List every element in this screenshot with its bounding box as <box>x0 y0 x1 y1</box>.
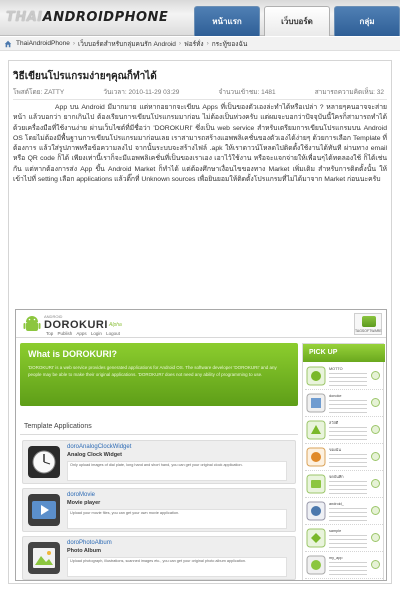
tab-home[interactable]: หน้าแรก <box>194 6 260 36</box>
logo-main: ANDROIDPHONE <box>42 10 169 25</box>
tagsoftware-label: TAGSOFTWARE <box>355 329 382 333</box>
pickup-item-label: my_app <box>329 556 343 560</box>
pickup-panel <box>302 343 384 581</box>
app-thumbnail-icon <box>306 393 326 413</box>
pickup-badge-icon <box>371 425 380 434</box>
app-thumbnail-icon <box>306 555 326 575</box>
breadcrumb-item-board[interactable]: เว็บบอร์ดสำหรับกลุ่มคนรัก Android <box>78 40 176 48</box>
pickup-item-desc <box>329 562 367 576</box>
pickup-item <box>305 526 383 552</box>
pickup-item-label: จดบันทึก <box>329 475 344 479</box>
template-app-name: doroAnalogClockWidget <box>67 444 132 450</box>
tagsoftware-logo <box>354 313 382 335</box>
main-nav <box>190 6 400 36</box>
site-logo[interactable] <box>6 10 168 25</box>
post-replies: สามารถความคิดเห็น: 32 <box>314 89 384 96</box>
breadcrumb-item-forum[interactable]: ฟอร์ทั่ง <box>184 40 204 48</box>
post-author[interactable]: โพสต์โดย: ZATTY <box>13 89 65 96</box>
pickup-item-desc <box>329 373 367 387</box>
site-header <box>0 0 400 36</box>
pickup-item <box>305 391 383 417</box>
photo-album-icon <box>27 541 61 575</box>
breadcrumb-separator: › <box>206 40 209 47</box>
pickup-item-label: ของฉัน <box>329 448 341 452</box>
dorokuri-beta-label: Alpha <box>109 322 122 328</box>
what-is-title: What is DOROKURI? <box>28 349 117 359</box>
dorokuri-header <box>16 310 387 338</box>
pickup-item-label: android_ <box>329 502 344 506</box>
pickup-item <box>305 364 383 390</box>
pickup-badge-icon <box>371 371 380 380</box>
template-app-description: Upload photograph, illustrations, scanned images etc., you can get your original photo album application. <box>67 557 287 577</box>
pickup-item-desc <box>329 481 367 495</box>
breadcrumb-separator: › <box>178 40 182 47</box>
pickup-item <box>305 472 383 498</box>
post-divider <box>13 99 387 100</box>
dorokuri-nav-top: Top <box>46 331 54 336</box>
pickup-badge-icon <box>371 479 380 488</box>
home-icon[interactable] <box>4 40 12 48</box>
template-app-description: Only upload images of dial plate, long hand and short hand, you can get your original clock application. <box>67 461 287 481</box>
templates-title: Template Applications <box>24 423 92 430</box>
post-title: วิธีเขียนโปรแกรมง่ายๆคุณก็ทำได้ <box>13 71 157 82</box>
template-app-item <box>22 488 296 532</box>
pickup-item <box>305 445 383 471</box>
template-app-subtitle: Movie player <box>67 500 101 506</box>
breadcrumb-separator: › <box>72 40 76 47</box>
android-robot-icon <box>22 314 42 334</box>
pickup-item-desc <box>329 454 367 468</box>
pickup-badge-icon <box>371 452 380 461</box>
pickup-badge-icon <box>371 506 380 515</box>
post-image-dorokuri <box>15 309 387 581</box>
pickup-item-label: สวัสดี <box>329 421 339 425</box>
analog-clock-icon <box>27 445 61 479</box>
dorokuri-nav-login: Login <box>90 331 102 336</box>
pickup-item-desc <box>329 427 367 441</box>
pickup-badge-icon <box>371 560 380 569</box>
post-body: App บน Android มีมากมาย แต่หากอยากจะเขียน Apps ที่เป็นของตัวเองล่ะทำได้หรือเปล่า ? หลายๆคนอาจจะส่ายหน้า แล้วบอกว่า ยากเกินไป ต้องเรียนการเขียนโปรแกรมมาก่อน ไม่ต้องเป็นห่วงครับ แต่ผมจะบอกว่าปัจจุบันนี้ใครก็สามารถทำได้ด้วยเครื่องมือที่ใช้งานง่าย ผ่านเว็บไซต์ที่มีชื่อว่า 'DOROKURI' ซึ่งเป็น web service สำหรับเตรียมการเขียนโปรแกรมบน Android OS โดยไม่ต้องมีพื้นฐานการเขียนโปรแกรมมาก่อนเลย เราสามารถสร้างแอพพลิเคชั่นของตัวเองได้ง่ายๆ ด้วยการเลือก Template ที่ต้องการ แล้วใส่รูปภาพหรือข้อความลงไป จากนั้นระบบจะสร้างไฟล์ .apk ให้เราดาวน์โหลดไปติดตั้งใช้งานได้ทันที ผ่านทาง email หรือ QR code ก็ได้ เพียงเท่านี้เราก็จะมีแอพพลิเคชั่นที่เป็นของเราเอง เอาไว้ใช้งาน หรือจะแจกจ่ายให้เพื่อนๆได้ทดลองใช้ ก็ได้เช่นกัน แต่หากต้องการส่ง App ขึ้น Android Market ก็ทำได้ แต่ต้องศึกษาเงื่อนไขของทาง Market เพิ่มเติม สำหรับการติดตั้งนั้น ให้เข้าไปที่ setting เลือก applications แล้วติ๊กที่ Unknown sources เพื่อยินยอมให้ติดตั้งโปรแกรมที่ไม่ได้มาจาก Market ก่อนนะครับ <box>13 104 387 184</box>
post-container <box>8 60 392 584</box>
breadcrumb-item-current[interactable]: กระทู้ของฉัน <box>211 40 248 48</box>
app-thumbnail-icon <box>306 474 326 494</box>
templates-divider <box>20 434 298 435</box>
pickup-item-desc <box>329 535 367 549</box>
pickup-badge-icon <box>371 533 380 542</box>
template-app-name: doroMovie <box>67 492 96 498</box>
app-thumbnail-icon <box>306 447 326 467</box>
dorokuri-small-label: ANDROID <box>44 314 63 319</box>
template-app-subtitle: Photo Album <box>67 548 102 554</box>
app-thumbnail-icon <box>306 501 326 521</box>
pickup-item-label: sample <box>329 529 342 533</box>
logo-prefix: THAI <box>6 10 43 25</box>
what-is-text: 'DOROKURI' is a web service provides generated applications for Android OS. The software developer 'DOROKURI' and any people may be able to make their original applications. 'DOROKURI' does not need any ability of programming to use. <box>28 365 277 377</box>
pickup-item-label: MOTTO <box>329 367 343 371</box>
template-app-description: Upload your movie files, you can get your own movie application. <box>67 509 287 529</box>
movie-player-icon <box>27 493 61 527</box>
pickup-item <box>305 553 383 579</box>
pickup-item <box>305 499 383 525</box>
pickup-item-desc <box>329 508 367 522</box>
app-thumbnail-icon <box>306 528 326 548</box>
pickup-badge-icon <box>371 398 380 407</box>
tab-groups[interactable]: กลุ่ม <box>334 6 400 36</box>
post-meta <box>13 87 387 97</box>
pickup-item-label: donoke <box>329 394 342 398</box>
pickup-item-desc <box>329 400 367 414</box>
dorokuri-nav-apps: Apps <box>76 331 87 336</box>
pickup-item <box>305 418 383 444</box>
dorokuri-logo-text: DOROKURI <box>44 319 108 331</box>
breadcrumb <box>0 37 400 51</box>
app-thumbnail-icon <box>306 420 326 440</box>
tagsoftware-mark-icon <box>362 316 376 327</box>
post-date: วันเวลา: 2010-11-29 03:29 <box>103 89 180 96</box>
dorokuri-nav <box>46 331 123 336</box>
template-app-item <box>22 440 296 484</box>
dorokuri-nav-logout: Logout <box>106 331 120 336</box>
breadcrumb-item-site[interactable]: ThaiAndroidPhone <box>16 40 70 47</box>
tab-webboard[interactable]: เว็บบอร์ด <box>264 6 330 36</box>
pickup-title: PICK UP <box>303 344 385 362</box>
template-app-subtitle: Analog Clock Widget <box>67 452 122 458</box>
dorokuri-nav-publish: Publish <box>57 331 73 336</box>
what-is-box <box>20 343 298 406</box>
template-app-name: doroPhotoAlbum <box>67 540 112 546</box>
post-views: จำนวนเข้าชม: 1481 <box>218 89 276 96</box>
template-app-item <box>22 536 296 580</box>
app-thumbnail-icon <box>306 366 326 386</box>
